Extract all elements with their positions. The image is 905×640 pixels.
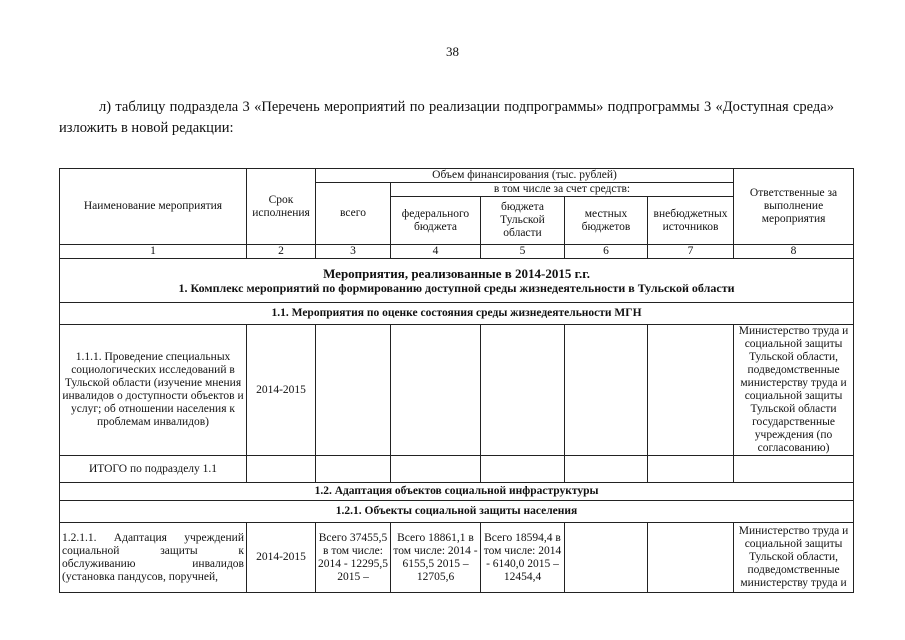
row-1-1-1-regional	[481, 325, 565, 456]
row-1-1-1-total	[316, 325, 391, 456]
total-1-1-total	[316, 456, 391, 483]
total-1-1-extra	[648, 456, 734, 483]
total-1-1-responsible	[734, 456, 854, 483]
row-1-1-1-local	[565, 325, 648, 456]
total-1-1-label: ИТОГО по подразделу 1.1	[60, 456, 247, 483]
col-number: 1	[60, 245, 247, 259]
total-1-1-regional	[481, 456, 565, 483]
total-1-1-local	[565, 456, 648, 483]
page-number: 38	[446, 44, 459, 59]
subsection-1-2: 1.2. Адаптация объектов социальной инфраструктуры	[60, 483, 854, 501]
row-1-1-1-responsible: Министерство труда и социальной защиты Тульской области, подведомственные министерству труда и социальной защиты Тульской области государственные учреждения (по согласованию)	[734, 325, 854, 456]
section-subtitle: 1. Комплекс мероприятий по формированию доступной среды жизнедеятельности в Тульской области	[178, 281, 735, 295]
header-funding: Объем финансирования (тыс. рублей)	[316, 169, 734, 183]
row-1-1-1-period: 2014-2015	[247, 325, 316, 456]
header-period: Срок исполнения	[247, 169, 316, 245]
subsection-1-1: 1.1. Мероприятия по оценке состояния среды жизнедеятельности МГН	[60, 303, 854, 325]
header-name: Наименование мероприятия	[60, 169, 247, 245]
measures-table	[59, 168, 854, 593]
header-total: всего	[316, 183, 391, 245]
col-number: 8	[734, 245, 854, 259]
row-1-2-1-1-total: Всего 37455,5 в том числе: 2014 - 12295,5 2015 –	[316, 523, 391, 593]
header-local: местных бюджетов	[565, 197, 648, 245]
header-responsible: Ответственные за выполнение мероприятия	[734, 169, 854, 245]
row-1-2-1-1-name: 1.2.1.1. Адаптация учреждений социальной защиты к обслуживанию инвалидов (установка пандусов, поручней,	[60, 523, 247, 593]
intro-paragraph: л) таблицу подраздела 3 «Перечень мероприятий по реализации подпрограммы» подпрограммы 3 «Доступная среда» изложить в новой редакции:	[59, 99, 834, 136]
row-1-1-1-name: 1.1.1. Проведение специальных социологических исследований в Тульской области (изучение мнения инвалидов о доступности объектов и услуг; об отношении населения к проблемам инвалидов)	[60, 325, 247, 456]
row-1-2-1-1-local	[565, 523, 648, 593]
col-number: 6	[565, 245, 648, 259]
row-1-2-1-1-federal: Всего 18861,1 в том числе: 2014 - 6155,5 2015 – 12705,6	[391, 523, 481, 593]
total-1-1-federal	[391, 456, 481, 483]
section-heading-row	[60, 259, 854, 303]
row-1-2-1-1-responsible: Министерство труда и социальной защиты Тульской области, подведомственные министерству труда и	[734, 523, 854, 593]
subsection-1-2-1: 1.2.1. Объекты социальной защиты населения	[60, 501, 854, 523]
row-1-2-1-1-regional: Всего 18594,4 в том числе: 2014 - 6140,0 2015 – 12454,4	[481, 523, 565, 593]
col-number: 3	[316, 245, 391, 259]
col-number: 2	[247, 245, 316, 259]
header-federal: федерального бюджета	[391, 197, 481, 245]
header-regional: бюджета Тульской области	[481, 197, 565, 245]
col-number: 5	[481, 245, 565, 259]
total-1-1-period	[247, 456, 316, 483]
row-1-1-1-federal	[391, 325, 481, 456]
col-number: 4	[391, 245, 481, 259]
row-1-2-1-1-extra	[648, 523, 734, 593]
col-number: 7	[648, 245, 734, 259]
section-title: Мероприятия, реализованные в 2014-2015 г.г.	[323, 266, 590, 281]
header-extra: внебюджетных источников	[648, 197, 734, 245]
row-1-2-1-1-period: 2014-2015	[247, 523, 316, 593]
header-including: в том числе за счет средств:	[391, 183, 734, 197]
row-1-1-1-extra	[648, 325, 734, 456]
